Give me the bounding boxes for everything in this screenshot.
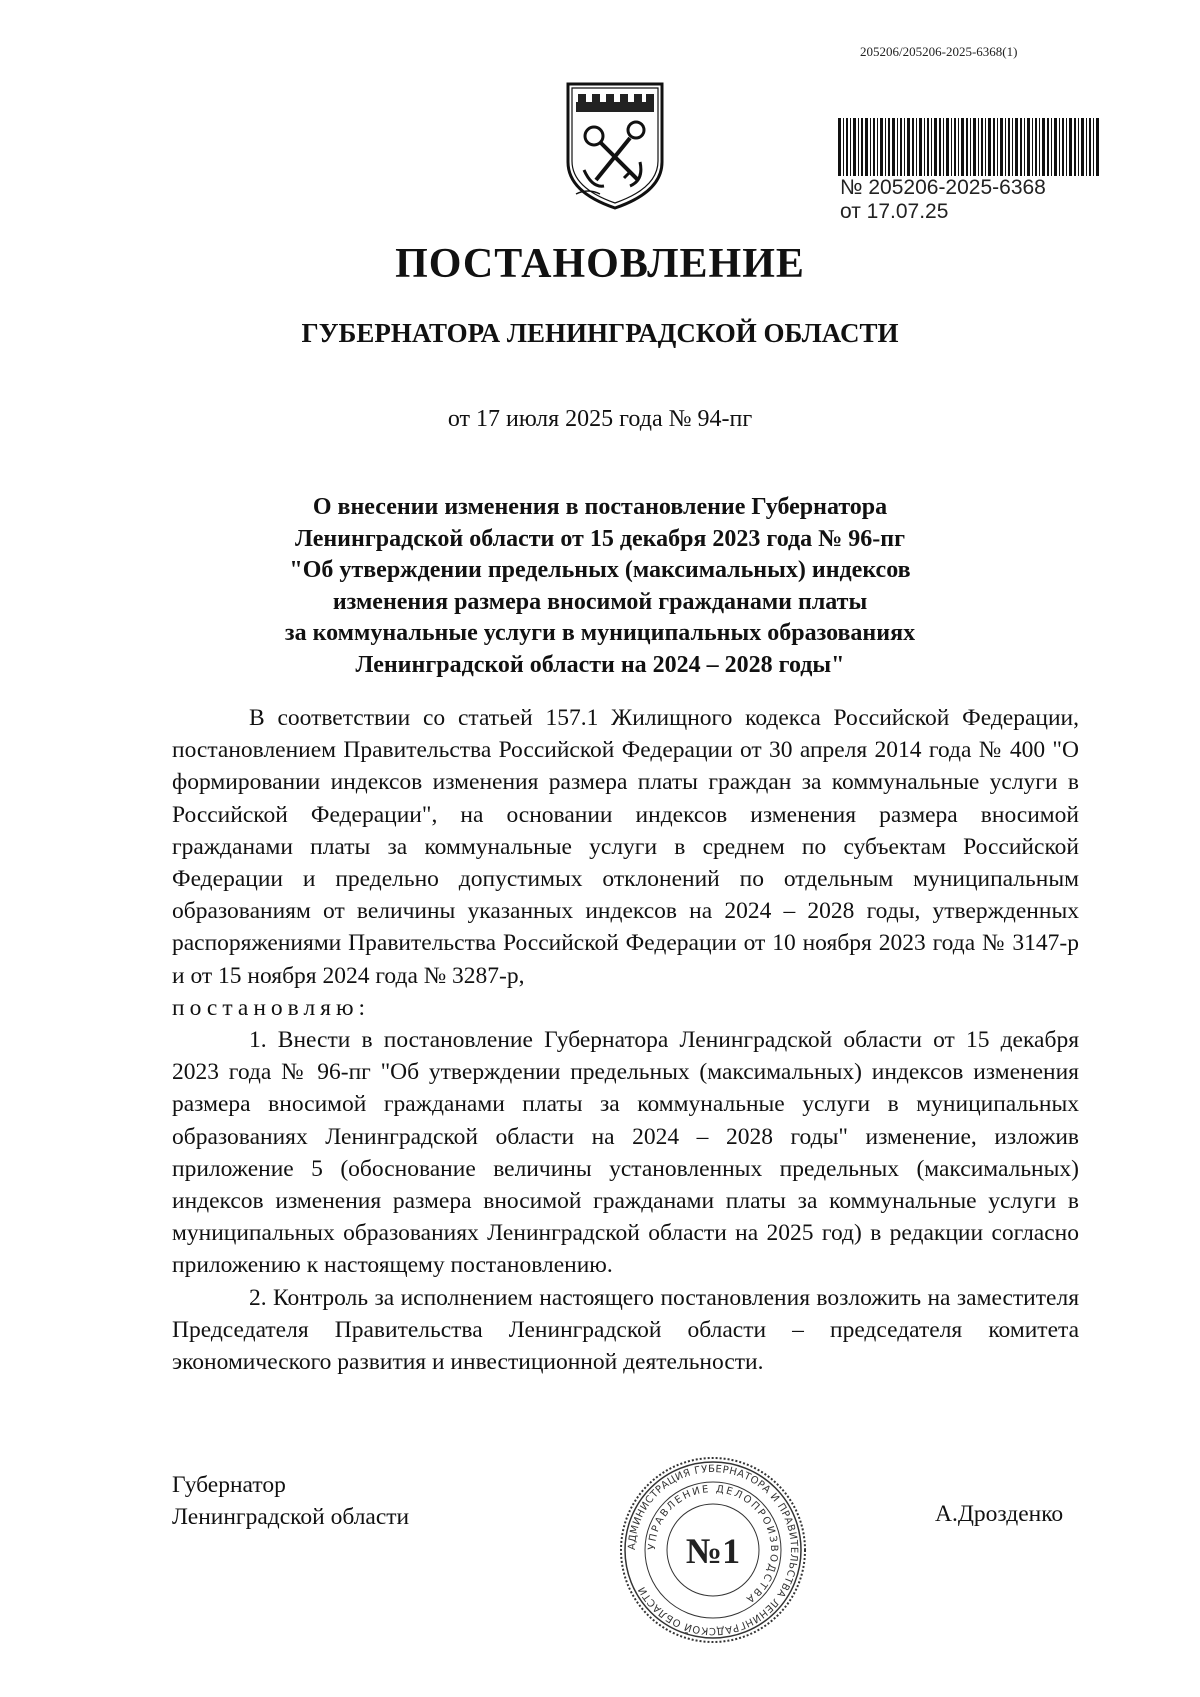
preamble-paragraph: В соответствии со статьей 157.1 Жилищного кодекса Российской Федерации, постановлением Правительства Российской Федерации от 30 апреля 2014 года № 400 "О формировании индексов изменения размера платы граждан за коммунальные услуги в Российской Федерации", на основании индексов изменения размера вносимой гражданами платы за коммунальные услуги в среднем по субъектам Российской Федерации и предельно допустимых отклонений по отдельным муниципальным образованиям от величины указанных индексов на 2024 – 2028 годы, утвержденных распоряжениями Правительства Российской Федерации от 10 ноября 2023 года № 3147-р и от 15 ноября 2024 года № 3287-р, <box>172 705 1079 989</box>
subject-line: "Об утверждении предельных (максимальных) индексов <box>289 557 911 583</box>
subject-line: Ленинградской области на 2024 – 2028 годы" <box>355 651 845 678</box>
resolve-word: постановляю: <box>172 994 371 1021</box>
document-subject <box>150 492 1050 681</box>
stamp-inner-text: УПРАВЛЕНИЕ ДЕЛОПРОИЗВОДСТВА <box>646 1483 780 1606</box>
document-body <box>172 702 1079 1378</box>
stamp-outer-text: АДМИНИСТРАЦИЯ ГУБЕРНАТОРА И ПРАВИТЕЛЬСТВА ЛЕНИНГРАДСКОЙ ОБЛАСТИ <box>626 1463 800 1637</box>
subject-line: за коммунальные услуги в муниципальных образованиях <box>284 620 916 646</box>
stamp-center-number: №1 <box>685 1531 741 1571</box>
barcode-date: от 17.07.25 <box>840 200 949 223</box>
subject-line: Ленинградской области от 15 декабря 2023 года № 96-пг <box>294 525 906 552</box>
subject-line: изменения размера вносимой гражданами платы <box>332 588 868 615</box>
official-stamp <box>618 1455 808 1645</box>
signatory-position-line2: Ленинградской области <box>172 1504 410 1530</box>
registration-code: 205206/205206-2025-6368(1) <box>860 44 1018 59</box>
signatory-name: А.Дрозденко <box>935 1501 1064 1527</box>
signatory-position <box>172 1469 409 1533</box>
clause-1: 1. Внести в постановление Губернатора Ленинградской области от 15 декабря 2023 года № 96-пг "Об утверждении предельных (максимальных) индексов изменения размера вносимой гражданами платы за коммунальные услуги в муниципальных образованиях Ленинградской области на 2024 – 2028 годы" изменение, изложив приложение 5 (обоснование величины установленных предельных (максимальных) индексов изменения размера вносимой гражданами платы за коммунальные услуги в муниципальных образованиях Ленинградской области на 2025 год) в редакции согласно приложению к настоящему постановлению. <box>172 1027 1079 1279</box>
document-title: ПОСТАНОВЛЕНИЕ <box>395 241 805 287</box>
clause-2: 2. Контроль за исполнением настоящего постановления возложить на заместителя Председателя Правительства Ленинградской области – председателя комитета экономического развития и инвестиционной деятельности. <box>172 1284 1079 1376</box>
signatory-position-line1: Губернатор <box>172 1472 286 1498</box>
coat-of-arms-emblem <box>540 62 690 212</box>
document-authority: ГУБЕРНАТОРА ЛЕНИНГРАДСКОЙ ОБЛАСТИ <box>301 318 899 348</box>
barcode-number: № 205206-2025-6368 <box>840 176 1046 199</box>
barcode-label <box>840 176 1046 224</box>
subject-line: О внесении изменения в постановление Губернатора <box>312 494 888 520</box>
barcode <box>838 118 1100 176</box>
document-date-number: от 17 июля 2025 года № 94-пг <box>447 406 753 432</box>
